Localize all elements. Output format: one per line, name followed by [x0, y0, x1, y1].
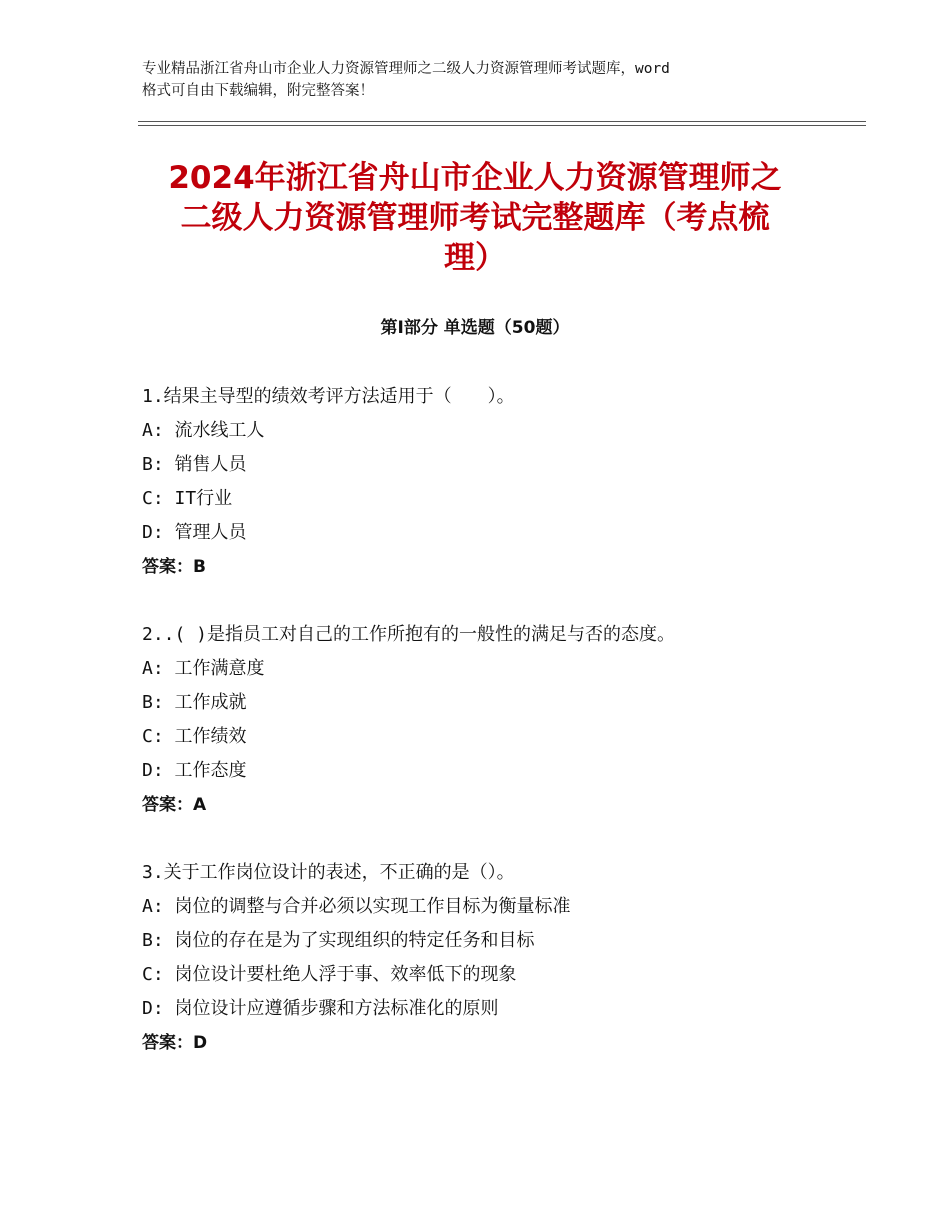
question-stem: 2..( )是指员工对自己的工作所抱有的一般性的满足与否的态度。 — [142, 624, 676, 645]
question-1 — [142, 380, 842, 584]
option-b: B: 工作成就 — [142, 692, 247, 713]
question-stem: 3.关于工作岗位设计的表述，不正确的是（）。 — [142, 862, 515, 883]
option-a: A: 流水线工人 — [142, 420, 265, 441]
question-3 — [142, 856, 842, 1060]
option-b: B: 销售人员 — [142, 454, 247, 475]
option-d: D: 工作态度 — [142, 760, 247, 781]
document-title-line-1: 2024年浙江省舟山市企业人力资源管理师之 — [168, 160, 782, 196]
option-b: B: 岗位的存在是为了实现组织的特定任务和目标 — [142, 930, 535, 951]
document-title-line-3: 理） — [444, 240, 506, 276]
answer: 答案：D — [142, 1033, 208, 1053]
option-a: A: 岗位的调整与合并必须以实现工作目标为衡量标准 — [142, 896, 571, 917]
option-c: C: 岗位设计要杜绝人浮于事、效率低下的现象 — [142, 964, 517, 985]
header-note — [142, 58, 822, 102]
answer: 答案：A — [142, 795, 207, 815]
document-title — [138, 158, 812, 278]
question-2 — [142, 618, 842, 822]
document-title-line-2: 二级人力资源管理师考试完整题库（考点梳 — [180, 200, 770, 236]
question-stem: 1.结果主导型的绩效考评方法适用于（ ）。 — [142, 386, 515, 407]
question-list — [142, 380, 842, 1094]
header-divider-bottom — [138, 125, 866, 126]
option-c: C: 工作绩效 — [142, 726, 247, 747]
option-a: A: 工作满意度 — [142, 658, 265, 679]
header-note-line-2: 格式可自由下载编辑，附完整答案！ — [142, 83, 374, 99]
header-note-line-1: 专业精品浙江省舟山市企业人力资源管理师之二级人力资源管理师考试题库，word — [142, 61, 670, 77]
option-c: C: IT行业 — [142, 488, 233, 509]
option-d: D: 岗位设计应遵循步骤和方法标准化的原则 — [142, 998, 499, 1019]
option-d: D: 管理人员 — [142, 522, 247, 543]
header-divider-top — [138, 121, 866, 122]
answer: 答案：B — [142, 557, 206, 577]
section-title: 第Ⅰ部分 单选题（50题） — [380, 318, 570, 338]
